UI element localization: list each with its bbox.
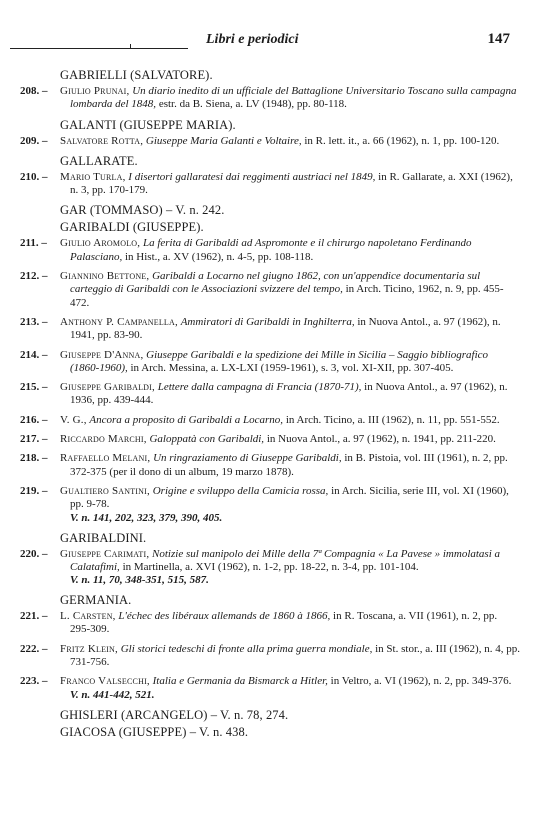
entry-number: 210. – bbox=[20, 170, 48, 183]
entry-author: Franco Valsecchi, bbox=[60, 675, 150, 688]
entry-number: 222. – bbox=[20, 642, 48, 655]
entry-number: 213. – bbox=[20, 315, 48, 328]
bibliography-entry bbox=[20, 485, 520, 525]
section-heading: GALLARATE. bbox=[60, 153, 138, 168]
entry-publication: in R. Toscana, a. VII (1961), n. 2, pp. 295-309. bbox=[70, 610, 498, 636]
entry-author: Raffaello Melani, bbox=[60, 452, 151, 465]
entry-text bbox=[60, 381, 520, 408]
entry-number: 219. – bbox=[20, 484, 48, 497]
header-rule bbox=[10, 48, 188, 49]
entry-author: Riccardo Marchi, bbox=[60, 433, 147, 446]
entry-publication: estr. da B. Siena, a. LV (1948), pp. 80-118. bbox=[158, 98, 347, 111]
entry-publication: in Martinella, a. XVI (1962), n. 1-2, pp. 18-22, n. 3-4, pp. 101-104. bbox=[122, 560, 419, 573]
entry-title: Giuseppe Maria Galanti e Voltaire, bbox=[145, 134, 302, 147]
entry-text bbox=[60, 643, 520, 670]
bibliography-entry bbox=[20, 316, 520, 343]
entry-publication: in R. lett. it., a. 66 (1962), n. 1, pp. 100-120. bbox=[304, 134, 500, 147]
bibliography-entry bbox=[20, 610, 520, 637]
bibliography-entry bbox=[20, 381, 520, 408]
entry-title: Origine e sviluppo della Camicia rossa, bbox=[152, 484, 329, 497]
entry-author: Giuseppe Carimati, bbox=[60, 547, 150, 560]
entry-text bbox=[60, 610, 520, 637]
entry-publication: in St. stor., a. III (1962), n. 4, pp. 731-756. bbox=[70, 642, 520, 669]
entry-text bbox=[60, 85, 520, 112]
section-heading: GHISLERI (ARCANGELO) – V. n. 78, 274. bbox=[60, 707, 289, 722]
entry-text bbox=[60, 414, 520, 427]
entry-number: 208. – bbox=[20, 85, 48, 97]
entry-number: 211. – bbox=[20, 237, 47, 250]
bibliography-entry bbox=[20, 135, 520, 148]
bibliography-entry bbox=[20, 414, 520, 427]
entry-number: 218. – bbox=[20, 452, 48, 465]
entry-text bbox=[60, 485, 520, 512]
entry-author: Giuseppe D'Anna, bbox=[60, 348, 144, 361]
entry-number: 215. – bbox=[20, 381, 48, 394]
bibliography-entry bbox=[20, 349, 520, 376]
bibliography-entry bbox=[20, 452, 520, 479]
entry-text bbox=[60, 135, 520, 148]
entry-author: Salvatore Rotta, bbox=[60, 134, 144, 147]
section-heading: GERMANIA. bbox=[60, 593, 132, 608]
entry-text bbox=[60, 237, 520, 264]
running-title: Libri e periodici bbox=[206, 32, 299, 47]
entry-author: Fritz Klein, bbox=[60, 642, 118, 655]
entry-publication: in Nuova Antol., a. 97 (1962), n. 1941, pp. 83-90. bbox=[70, 315, 501, 342]
entry-publication: in Hist., a. XV (1962), n. 4-5, pp. 108-118. bbox=[125, 250, 314, 263]
entry-title: Notizie sul manipolo dei Mille della 7ª Compagnia « La Pavese » immolatasi a Calatafimi, bbox=[70, 547, 501, 573]
cross-reference: V. n. 11, 70, 348-351, 515, 587. bbox=[70, 574, 209, 587]
bibliography-entry bbox=[20, 171, 520, 198]
entry-author: Giulio Aromolo, bbox=[60, 237, 141, 250]
entry-publication: in Arch. Ticino, 1962, n. 9, pp. 455-472. bbox=[70, 283, 504, 309]
entry-publication: in R. Gallarate, a. XXI (1962), n. 3, pp. 170-179. bbox=[70, 170, 513, 197]
entry-title: Ammiratori di Garibaldi in Inghilterra, bbox=[180, 315, 355, 328]
entry-text bbox=[60, 316, 520, 343]
cross-reference: V. n. 441-442, 521. bbox=[70, 688, 155, 701]
entry-publication: in Arch. Ticino, a. III (1962), n. 11, pp. 551-552. bbox=[285, 413, 500, 426]
section-heading: GARIBALDINI. bbox=[60, 530, 147, 545]
entry-number: 212. – bbox=[20, 270, 48, 283]
cross-reference: V. n. 141, 202, 323, 379, 390, 405. bbox=[70, 511, 223, 524]
entry-text bbox=[60, 270, 520, 310]
entry-publication: in Nuova Antol., a. 97 (1962), n. 1936, pp. 439-444. bbox=[70, 381, 508, 407]
entry-author: Giuseppe Garibaldi, bbox=[60, 381, 155, 394]
header-rule-tick bbox=[130, 44, 131, 49]
section-heading: GARIBALDI (GIUSEPPE). bbox=[60, 220, 204, 235]
entry-author: L. Carsten, bbox=[60, 610, 116, 623]
entry-text bbox=[60, 433, 520, 446]
section-heading: GAR (TOMMASO) – V. n. 242. bbox=[60, 203, 225, 218]
bibliography-entry bbox=[20, 237, 520, 264]
entry-title: Giuseppe Garibaldi e la spedizione dei Mille in Sicilia – Saggio bibliografico (1860-1960), bbox=[70, 348, 489, 374]
entry-text bbox=[60, 171, 520, 198]
entry-number: 220. – bbox=[20, 547, 48, 560]
entry-number: 223. – bbox=[20, 675, 48, 688]
entry-title: Lettere dalla campagna di Francia (1870-71), bbox=[157, 381, 362, 394]
entry-publication: in Veltro, a. VI (1962), n. 2, pp. 349-376. bbox=[330, 675, 512, 688]
entry-text bbox=[60, 349, 520, 376]
entry-title: L'échec des libéraux allemands de 1860 à 1866, bbox=[118, 610, 331, 623]
entry-title: La ferita di Garibaldi ad Aspromonte e il chirurgo napoletano Ferdinando Palasciano, bbox=[70, 237, 472, 263]
bibliography-body bbox=[20, 68, 520, 742]
entry-number: 221. – bbox=[20, 610, 48, 623]
entry-title: Un diario inedito di un ufficiale del Battaglione Universitario Toscano sulla campagna lombarda del 1848, bbox=[70, 85, 517, 111]
entry-title: Un ringraziamento di Giuseppe Garibaldi, bbox=[153, 452, 342, 465]
entry-title: Gli storici tedeschi di fronte alla prima guerra mondiale, bbox=[120, 642, 373, 655]
section-heading: GIACOSA (GIUSEPPE) – V. n. 438. bbox=[60, 724, 249, 739]
section-heading: GALANTI (GIUSEPPE MARIA). bbox=[60, 117, 236, 132]
entry-title: Italia e Germania da Bismarck a Hitler, bbox=[152, 675, 328, 688]
entry-number: 209. – bbox=[20, 134, 48, 147]
bibliography-entry bbox=[20, 270, 520, 310]
entry-author: Anthony P. Campanella, bbox=[60, 315, 178, 328]
entry-number: 214. – bbox=[20, 348, 48, 361]
entry-publication: in B. Pistoia, vol. III (1961), n. 2, pp. 372-375 (per il dono di un album, 19 marzo 1878). bbox=[70, 452, 508, 478]
bibliography-entry bbox=[20, 643, 520, 670]
bibliography-entry bbox=[20, 85, 520, 112]
entry-number: 216. – bbox=[20, 413, 48, 426]
page-number: 147 bbox=[487, 31, 510, 47]
entry-text bbox=[60, 675, 520, 688]
entry-author: Gualtiero Santini, bbox=[60, 484, 150, 497]
entry-number: 217. – bbox=[20, 433, 48, 446]
entry-publication: in Arch. Sicilia, serie III, vol. XI (1960), pp. 9-78. bbox=[70, 484, 509, 511]
entry-publication: in Nuova Antol., a. 97 (1962), n. 1941, pp. 211-220. bbox=[266, 433, 496, 446]
entry-text bbox=[60, 548, 520, 575]
entry-author: Mario Turla, bbox=[60, 170, 126, 183]
section-heading: GABRIELLI (SALVATORE). bbox=[60, 68, 213, 82]
entry-title: Galoppatà con Garibaldi, bbox=[149, 433, 265, 446]
entry-title: Ancora a proposito di Garibaldi a Locarno, bbox=[89, 413, 284, 426]
entry-text bbox=[60, 452, 520, 479]
bibliography-entry bbox=[20, 548, 520, 588]
bibliography-entry bbox=[20, 675, 520, 701]
entry-author: V. G., bbox=[60, 413, 87, 426]
entry-title: I disertori gallaratesi dai reggimenti austriaci nel 1849, bbox=[128, 170, 376, 183]
entry-author: Giannino Bettone, bbox=[60, 270, 150, 283]
entry-publication: in Arch. Messina, a. LX-LXI (1959-1961), s. 3, vol. XI-XII, pp. 307-405. bbox=[130, 361, 454, 374]
entry-author: Giulio Prunai, bbox=[60, 85, 130, 97]
bibliography-entry bbox=[20, 433, 520, 446]
entry-title: Garibaldi a Locarno nel giugno 1862, con un'appendice documentaria sul carteggio di Garibaldi con le Associazioni svizzere del tempo, bbox=[70, 270, 481, 296]
